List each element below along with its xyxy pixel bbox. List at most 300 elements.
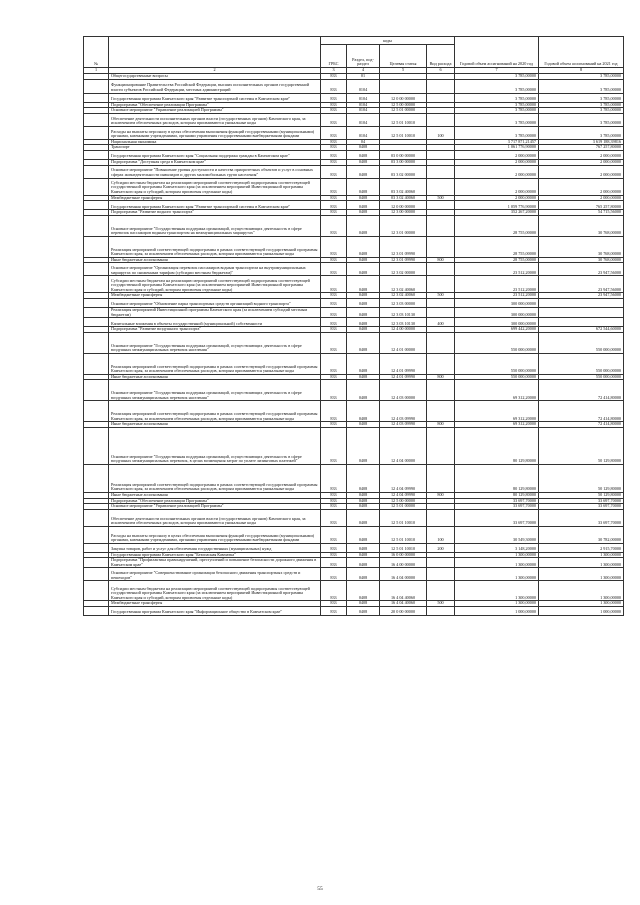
row-sum-2020-cell: 80 129,80000 xyxy=(455,464,539,492)
row-section-cell: 0408 xyxy=(347,401,380,422)
row-sum-2020-cell: 1 300,00000 xyxy=(455,581,539,601)
row-target-cell: 12 5 01 00000 xyxy=(380,108,427,114)
row-sum-2021-cell: 2 000,00000 xyxy=(539,159,624,165)
row-name-cell: Субсидии местным бюджетам на реализацию мероприятий соответствующей подпрограммы соответствующей государственной программы Камчатского края (за исключением мероприятий Инвестиционной программы Камчатского края и субсидий, которым присвоены отдельные коды) xyxy=(109,178,321,195)
row-type-cell xyxy=(427,215,455,236)
row-section-cell: 0104 xyxy=(347,79,380,93)
row-type-cell xyxy=(427,236,455,257)
row-name-cell: Государственная программа Камчатского края "Безопасная Камчатка" xyxy=(109,552,321,558)
header-name xyxy=(109,37,321,68)
row-section-cell: 0408 xyxy=(347,427,380,464)
row-type-cell: 400 xyxy=(427,318,455,327)
row-sum-2021-cell: 3 785,00000 xyxy=(539,79,624,93)
row-target-cell: 12 3 03 10130 xyxy=(380,318,427,327)
row-target-cell: 12 4 01 09990 xyxy=(380,374,427,380)
row-sum-2020-cell: 28 755,00000 xyxy=(455,236,539,257)
row-type-cell: 100 xyxy=(427,126,455,139)
row-section-cell: 0408 xyxy=(347,601,380,607)
row-target-cell: 12 3 02 40060 xyxy=(380,293,427,299)
row-section-cell: 0408 xyxy=(347,380,380,401)
header-row-group xyxy=(84,37,624,45)
row-name-cell: Подпрограмма "Обеспечение реализации Программы" xyxy=(109,102,321,108)
header-num-cell: 5 xyxy=(380,68,427,74)
row-name-cell: Подпрограмма "Развитие водного транспорта" xyxy=(109,210,321,216)
row-target-cell: 12 4 04 00000 xyxy=(380,427,427,464)
row-sum-2021-cell: 1 300,00000 xyxy=(539,558,624,568)
row-sum-2020-cell: 2 000,00000 xyxy=(455,195,539,201)
row-sum-2020-cell: 300 000,00000 xyxy=(455,318,539,327)
row-type-cell xyxy=(427,427,455,464)
row-section-cell: 0408 xyxy=(347,307,380,317)
row-number-cell xyxy=(84,178,109,195)
row-grbs-cell: 833 xyxy=(321,353,347,374)
header-num-cell: 6 xyxy=(427,68,455,74)
row-section-cell: 0408 xyxy=(347,293,380,299)
row-sum-2021-cell: 3 785,00000 xyxy=(539,126,624,139)
row-name-cell: Субсидии местным бюджетам на реализацию мероприятий соответствующей подпрограммы соответствующей государственной программы Камчатского края (за исключением мероприятий Инвестиционной программы Камчатского края и субсидий, которым присвоены отдельные коды) xyxy=(109,581,321,601)
row-grbs-cell: 833 xyxy=(321,102,347,108)
row-number-cell xyxy=(84,543,109,552)
row-grbs-cell: 833 xyxy=(321,318,347,327)
row-target-cell xyxy=(380,79,427,93)
row-grbs-cell: 833 xyxy=(321,201,347,210)
row-section-cell: 0408 xyxy=(347,178,380,195)
row-target-cell: 03 3 02 40060 xyxy=(380,195,427,201)
row-grbs-cell: 833 xyxy=(321,165,347,178)
row-number-cell xyxy=(84,236,109,257)
row-target-cell: 12 5 01 10010 xyxy=(380,509,427,526)
row-name-cell: Основное мероприятие "Совершенствование организации безопасного движения транспортных средств и пешеходов" xyxy=(109,568,321,581)
row-type-cell: 100 xyxy=(427,526,455,543)
row-sum-2020-cell: 3 717 871,21457 xyxy=(455,139,539,145)
row-grbs-cell: 833 xyxy=(321,509,347,526)
header-number: № xyxy=(84,37,109,68)
row-section-cell: 0104 xyxy=(347,126,380,139)
row-section-cell: 0408 xyxy=(347,422,380,428)
row-section-cell: 0408 xyxy=(347,276,380,293)
row-grbs-cell: 833 xyxy=(321,401,347,422)
row-section-cell: 0408 xyxy=(347,210,380,216)
row-grbs-cell: 833 xyxy=(321,236,347,257)
row-name-cell: Государственная программа Камчатского края "Социальная поддержка граждан в Камчатском крае" xyxy=(109,150,321,159)
row-sum-2021-cell: 1 300,00000 xyxy=(539,601,624,607)
row-name-cell: Государственная программа Камчатского края "Развитие транспортной системы в Камчатском крае" xyxy=(109,201,321,210)
row-sum-2020-cell: 3 785,00000 xyxy=(455,102,539,108)
row-grbs-cell: 833 xyxy=(321,526,347,543)
row-name-cell: Подпрограмма "Обеспечение реализации Программы" xyxy=(109,498,321,504)
row-grbs-cell: 833 xyxy=(321,307,347,317)
row-grbs-cell: 833 xyxy=(321,178,347,195)
row-sum-2020-cell: 23 512,20000 xyxy=(455,263,539,276)
row-section-cell: 0408 xyxy=(347,568,380,581)
row-section-cell: 0408 xyxy=(347,558,380,568)
header-type: Вид расхода xyxy=(427,45,455,68)
row-target-cell: 12 5 00 00000 xyxy=(380,498,427,504)
row-type-cell xyxy=(427,380,455,401)
row-type-cell xyxy=(427,581,455,601)
row-number-cell xyxy=(84,165,109,178)
row-target-cell: 16 4 00 00000 xyxy=(380,558,427,568)
row-type-cell: 800 xyxy=(427,374,455,380)
row-target-cell: 12 4 03 09990 xyxy=(380,401,427,422)
row-sum-2021-cell: 23 947,56000 xyxy=(539,293,624,299)
row-number-cell xyxy=(84,93,109,102)
page-number: 55 xyxy=(317,886,323,892)
row-type-cell xyxy=(427,150,455,159)
table-row xyxy=(84,298,624,307)
row-type-cell: 800 xyxy=(427,257,455,263)
row-number-cell xyxy=(84,464,109,492)
row-sum-2021-cell: 3 785,00000 xyxy=(539,113,624,126)
row-sum-2020-cell: 3 785,00000 xyxy=(455,108,539,114)
row-name-cell: Обеспечение деятельности исполнительных органов власти (государственных органов) Камчатского края, за исключением обеспеченных расходов, которым присваиваются уникальные коды xyxy=(109,113,321,126)
row-grbs-cell: 833 xyxy=(321,298,347,307)
row-section-cell: 0104 xyxy=(347,113,380,126)
row-target-cell: 03 3 00 00000 xyxy=(380,159,427,165)
row-sum-2021-cell: 72 414,80000 xyxy=(539,380,624,401)
row-sum-2020-cell: 352 267,20000 xyxy=(455,210,539,216)
row-number-cell xyxy=(84,113,109,126)
row-number-cell xyxy=(84,318,109,327)
row-grbs-cell: 833 xyxy=(321,504,347,510)
row-sum-2020-cell: 3 785,00000 xyxy=(455,93,539,102)
row-grbs-cell: 833 xyxy=(321,74,347,80)
row-number-cell xyxy=(84,263,109,276)
row-sum-2021-cell: 23 947,56000 xyxy=(539,263,624,276)
row-sum-2020-cell: 1 300,00000 xyxy=(455,552,539,558)
header-num-cell: 4 xyxy=(347,68,380,74)
row-sum-2020-cell: 69 312,20000 xyxy=(455,422,539,428)
row-sum-2020-cell: 300 000,00000 xyxy=(455,298,539,307)
row-name-cell: Государственная программа Камчатского края "Развитие транспортной системы в Камчатском крае" xyxy=(109,93,321,102)
row-section-cell: 0408 xyxy=(347,145,380,151)
row-name-cell: Реализация мероприятий соответствующей подпрограммы в рамках соответствующей государственной программы Камчатского края, за исключением обеспеченных расходов, которым присваиваются уникальные коды xyxy=(109,401,321,422)
row-type-cell: 500 xyxy=(427,195,455,201)
row-sum-2020-cell: 2 000,00000 xyxy=(455,150,539,159)
row-number-cell xyxy=(84,215,109,236)
row-name-cell: Основное мероприятие "Государственная поддержка организаций, осуществляющих деятельность в сфере перевозок пассажиров водным транспортом на межмуниципальных маршрутах" xyxy=(109,215,321,236)
row-sum-2020-cell: 3 148,20000 xyxy=(455,543,539,552)
row-sum-2021-cell: 2 000,00000 xyxy=(539,150,624,159)
row-target-cell: 12 4 03 09990 xyxy=(380,422,427,428)
row-target-cell: 12 4 01 00000 xyxy=(380,332,427,353)
row-number-cell xyxy=(84,558,109,568)
row-grbs-cell: 833 xyxy=(321,427,347,464)
row-sum-2021-cell: 1 300,00000 xyxy=(539,552,624,558)
header-num-cell: 1 xyxy=(84,68,109,74)
row-target-cell: 12 5 01 10010 xyxy=(380,543,427,552)
budget-table xyxy=(83,36,624,616)
row-target-cell: 12 5 01 10010 xyxy=(380,126,427,139)
table-row xyxy=(84,201,624,210)
header-sum-2021: Годовой объем ассигнований на 2021 год xyxy=(539,37,624,68)
row-type-cell: 500 xyxy=(427,601,455,607)
row-sum-2020-cell: 33 697,70000 xyxy=(455,504,539,510)
table-row xyxy=(84,165,624,178)
table-row xyxy=(84,79,624,93)
row-name-cell: Основное мероприятие "Обновление парка транспортных средств организаций водного транспорта" xyxy=(109,298,321,307)
row-sum-2021-cell: 1 300,00000 xyxy=(539,581,624,601)
row-section-cell: 0408 xyxy=(347,498,380,504)
row-number-cell xyxy=(84,201,109,210)
row-target-cell: 12 5 01 10010 xyxy=(380,526,427,543)
row-name-cell: Реализация мероприятий Инвестиционной программы Камчатского края (за исключением субсидий местным бюджетам) xyxy=(109,307,321,317)
row-type-cell xyxy=(427,401,455,422)
header-num-cell: 8 xyxy=(539,68,624,74)
row-target-cell: 16 4 04 00000 xyxy=(380,568,427,581)
row-grbs-cell: 833 xyxy=(321,327,347,333)
row-grbs-cell: 833 xyxy=(321,568,347,581)
row-name-cell: Капитальные вложения в объекты государственной (муниципальной) собственности xyxy=(109,318,321,327)
row-target-cell: 12 0 00 00000 xyxy=(380,201,427,210)
table-row xyxy=(84,263,624,276)
row-grbs-cell: 833 xyxy=(321,607,347,616)
row-target-cell: 12 4 04 09990 xyxy=(380,464,427,492)
row-name-cell: Иные бюджетные ассигнования xyxy=(109,492,321,498)
row-number-cell xyxy=(84,401,109,422)
row-sum-2021-cell: 30 782,00000 xyxy=(539,526,624,543)
row-sum-2021-cell: 3 785,00000 xyxy=(539,102,624,108)
table-row xyxy=(84,276,624,293)
row-number-cell xyxy=(84,150,109,159)
row-section-cell: 0408 xyxy=(347,581,380,601)
row-sum-2020-cell: 80 129,80000 xyxy=(455,492,539,498)
table-row xyxy=(84,215,624,236)
table-row xyxy=(84,607,624,616)
row-type-cell xyxy=(427,509,455,526)
row-name-cell: Реализация мероприятий соответствующей подпрограммы в рамках соответствующей государственной программы Камчатского края, за исключением обеспеченных расходов, которым присваиваются уникальные коды xyxy=(109,236,321,257)
row-target-cell: 12 5 01 00000 xyxy=(380,504,427,510)
row-sum-2021-cell: 1 000,00000 xyxy=(539,607,624,616)
row-sum-2021-cell: 33 697,70000 xyxy=(539,504,624,510)
row-sum-2020-cell: 699 442,20000 xyxy=(455,327,539,333)
row-name-cell: Основное мероприятие "Организация перевозок пассажиров водным транспортом на внутримуниципальных маршрутах по сниженным тарифам (субсидии местным бюджетам)" xyxy=(109,263,321,276)
row-sum-2020-cell: 1 061 776,90000 xyxy=(455,145,539,151)
row-sum-2020-cell: 1 300,00000 xyxy=(455,601,539,607)
row-sum-2021-cell: 2 000,00000 xyxy=(539,178,624,195)
row-name-cell: Расходы на выплаты персоналу в целях обеспечения выполнения функций государственными (муниципальными) органами, казенными учреждениями, органами управления государственными внебюджетными фондами xyxy=(109,126,321,139)
row-target-cell: 12 3 01 09990 xyxy=(380,236,427,257)
table-row xyxy=(84,113,624,126)
row-sum-2020-cell: 1 300,00000 xyxy=(455,558,539,568)
row-number-cell xyxy=(84,380,109,401)
row-section-cell: 0408 xyxy=(347,318,380,327)
row-sum-2020-cell: 33 697,70000 xyxy=(455,509,539,526)
row-target-cell: 16 4 04 40060 xyxy=(380,601,427,607)
table-row xyxy=(84,236,624,257)
row-target-cell: 12 4 03 00000 xyxy=(380,380,427,401)
row-sum-2021-cell: 33 697,70000 xyxy=(539,509,624,526)
row-sum-2021-cell xyxy=(539,298,624,307)
row-sum-2020-cell: 1 300,00000 xyxy=(455,568,539,581)
row-target-cell: 12 3 02 00000 xyxy=(380,263,427,276)
row-type-cell: 800 xyxy=(427,422,455,428)
row-section-cell: 01 xyxy=(347,74,380,80)
row-grbs-cell: 833 xyxy=(321,581,347,601)
row-name-cell: Субсидии местным бюджетам на реализацию мероприятий соответствующей подпрограммы соответствующей государственной программы Камчатского края (за исключением мероприятий Инвестиционной программы Камчатского края и субсидий, которым присвоены отдельные коды) xyxy=(109,276,321,293)
row-number-cell xyxy=(84,298,109,307)
row-section-cell: 0408 xyxy=(347,504,380,510)
row-target-cell: 03 0 00 00000 xyxy=(380,150,427,159)
row-target-cell: 12 4 01 09990 xyxy=(380,353,427,374)
row-grbs-cell: 833 xyxy=(321,263,347,276)
header-sum-2020: Годовой объем ассигнований на 2020 год xyxy=(455,37,539,68)
row-grbs-cell: 833 xyxy=(321,464,347,492)
row-target-cell: 12 3 02 40060 xyxy=(380,276,427,293)
row-sum-2021-cell: 1 300,00000 xyxy=(539,568,624,581)
row-section-cell: 04 xyxy=(347,139,380,145)
row-grbs-cell: 833 xyxy=(321,93,347,102)
row-number-cell xyxy=(84,581,109,601)
table-row xyxy=(84,150,624,159)
row-target-cell: 12 4 04 09990 xyxy=(380,492,427,498)
row-sum-2020-cell: 3 785,00000 xyxy=(455,113,539,126)
row-sum-2020-cell: 28 755,00000 xyxy=(455,215,539,236)
row-sum-2020-cell: 3 785,00000 xyxy=(455,79,539,93)
table-row xyxy=(84,307,624,317)
row-section-cell: 0104 xyxy=(347,93,380,102)
row-grbs-cell: 833 xyxy=(321,374,347,380)
row-name-cell: Подпрограмма "Доступная среда в Камчатском крае" xyxy=(109,159,321,165)
row-type-cell xyxy=(427,353,455,374)
row-sum-2021-cell: 550 000,00000 xyxy=(539,353,624,374)
row-grbs-cell: 833 xyxy=(321,210,347,216)
row-grbs-cell: 833 xyxy=(321,543,347,552)
row-sum-2021-cell: 765 257,80000 xyxy=(539,201,624,210)
row-section-cell: 0408 xyxy=(347,543,380,552)
row-sum-2021-cell: 54 715,56000 xyxy=(539,210,624,216)
row-target-cell: 16 0 00 00000 xyxy=(380,552,427,558)
row-sum-2021-cell: 3 785,00000 xyxy=(539,108,624,114)
row-name-cell: Иные бюджетные ассигнования xyxy=(109,257,321,263)
row-section-cell: 0408 xyxy=(347,298,380,307)
row-grbs-cell: 833 xyxy=(321,558,347,568)
header-num-cell: 2 xyxy=(109,68,321,74)
row-sum-2020-cell: 1 000,00000 xyxy=(455,607,539,616)
row-sum-2020-cell: 23 512,20000 xyxy=(455,276,539,293)
table-row xyxy=(84,380,624,401)
row-name-cell: Функционирование Правительства Российской Федерации, высших исполнительных органов государственной власти субъектов Российской Федерации, местных администраций xyxy=(109,79,321,93)
table-row xyxy=(84,526,624,543)
row-name-cell: Национальная экономика xyxy=(109,139,321,145)
row-number-cell xyxy=(84,526,109,543)
row-number-cell xyxy=(84,307,109,317)
row-name-cell: Государственная программа Камчатского края "Информационное общество в Камчатском крае" xyxy=(109,607,321,616)
row-number-cell xyxy=(84,607,109,616)
row-sum-2021-cell: 30 768,00000 xyxy=(539,257,624,263)
table-body xyxy=(84,74,624,616)
row-type-cell xyxy=(427,607,455,616)
table-row xyxy=(84,126,624,139)
row-name-cell: Иные бюджетные ассигнования xyxy=(109,374,321,380)
row-type-cell xyxy=(427,178,455,195)
row-section-cell: 0408 xyxy=(347,327,380,333)
row-grbs-cell: 833 xyxy=(321,150,347,159)
row-type-cell xyxy=(427,307,455,317)
row-target-cell: 12 3 03 10130 xyxy=(380,307,427,317)
row-sum-2021-cell: 30 768,00000 xyxy=(539,236,624,257)
row-section-cell: 0408 xyxy=(347,195,380,201)
row-name-cell: Закупка товаров, работ и услуг для обеспечения государственных (муниципальных) нужд xyxy=(109,543,321,552)
table-row xyxy=(84,401,624,422)
row-type-cell xyxy=(427,263,455,276)
row-grbs-cell: 833 xyxy=(321,215,347,236)
row-target-cell: 12 3 03 00000 xyxy=(380,298,427,307)
header-section: Раздел, под-раздел xyxy=(347,45,380,68)
row-sum-2021-cell: 23 947,56000 xyxy=(539,276,624,293)
row-sum-2021-cell: 33 697,70000 xyxy=(539,498,624,504)
row-target-cell: 12 5 01 10010 xyxy=(380,113,427,126)
row-sum-2020-cell: 3 785,00000 xyxy=(455,126,539,139)
row-name-cell: Реализация мероприятий соответствующей подпрограммы в рамках соответствующей государственной программы Камчатского края, за исключением обеспеченных расходов, которым присваиваются уникальные коды xyxy=(109,353,321,374)
row-grbs-cell: 833 xyxy=(321,332,347,353)
table-row xyxy=(84,93,624,102)
row-grbs-cell: 833 xyxy=(321,293,347,299)
row-section-cell: 0408 xyxy=(347,201,380,210)
header-num-cell: 7 xyxy=(455,68,539,74)
row-sum-2021-cell: 2 000,00000 xyxy=(539,195,624,201)
row-grbs-cell: 833 xyxy=(321,108,347,114)
row-name-cell: Подпрограмма "Профилактика правонарушений, преступлений и повышение безопасности дорожного движения в Камчатском крае" xyxy=(109,558,321,568)
row-target-cell: 12 3 00 00000 xyxy=(380,210,427,216)
row-sum-2020-cell: 2 000,00000 xyxy=(455,178,539,195)
row-sum-2020-cell: 3 785,00000 xyxy=(455,74,539,80)
row-name-cell: Основное мероприятие "Государственная поддержка организаций, осуществляющих деятельность в сфере воздушных межмуниципальных перевозок, в целях возмещения затрат по уплате лизинговых платежей" xyxy=(109,427,321,464)
row-section-cell: 0408 xyxy=(347,492,380,498)
row-name-cell: Обеспечение деятельности исполнительных органов власти (государственных органов) Камчатского края, за исключением обеспеченных расходов, которым присваиваются уникальные коды xyxy=(109,509,321,526)
row-type-cell xyxy=(427,165,455,178)
row-sum-2020-cell: 300 000,00000 xyxy=(455,307,539,317)
row-name-cell: Расходы на выплаты персоналу в целях обеспечения выполнения функций государственными (муниципальными) органами, казенными учреждениями, органами управления государственными внебюджетными фондами xyxy=(109,526,321,543)
row-target-cell: 12 5 00 00000 xyxy=(380,102,427,108)
row-sum-2020-cell: 550 000,00000 xyxy=(455,332,539,353)
row-section-cell: 0408 xyxy=(347,263,380,276)
row-section-cell: 0408 xyxy=(347,607,380,616)
row-number-cell xyxy=(84,427,109,464)
row-section-cell: 0408 xyxy=(347,332,380,353)
row-name-cell: Общегосударственные вопросы xyxy=(109,74,321,80)
row-name-cell: Межбюджетные трансферты xyxy=(109,293,321,299)
row-sum-2021-cell: 50 129,80000 xyxy=(539,427,624,464)
row-sum-2020-cell: 33 697,70000 xyxy=(455,498,539,504)
row-grbs-cell: 833 xyxy=(321,498,347,504)
row-sum-2020-cell: 23 512,20000 xyxy=(455,293,539,299)
row-sum-2021-cell: 3 619 188,39816 xyxy=(539,139,624,145)
row-name-cell: Основное мероприятие "Государственная поддержка организаций, осуществляющих деятельность в сфере воздушных межмуниципальных перевозок населения" xyxy=(109,332,321,353)
row-sum-2020-cell: 69 312,20000 xyxy=(455,380,539,401)
row-number-cell xyxy=(84,126,109,139)
row-sum-2020-cell: 2 000,00000 xyxy=(455,159,539,165)
row-type-cell xyxy=(427,79,455,93)
table-row xyxy=(84,318,624,327)
row-number-cell xyxy=(84,332,109,353)
row-sum-2021-cell: 672 544,60000 xyxy=(539,327,624,333)
row-sum-2020-cell: 28 755,00000 xyxy=(455,257,539,263)
row-section-cell: 0408 xyxy=(347,353,380,374)
row-type-cell: 500 xyxy=(427,293,455,299)
row-target-cell: 12 0 00 00000 xyxy=(380,93,427,102)
row-sum-2020-cell: 550 000,00000 xyxy=(455,353,539,374)
row-grbs-cell: 833 xyxy=(321,159,347,165)
row-sum-2021-cell: 3 785,00000 xyxy=(539,74,624,80)
row-grbs-cell: 833 xyxy=(321,79,347,93)
row-sum-2021-cell: 50 129,80000 xyxy=(539,492,624,498)
row-target-cell: 03 3 02 00000 xyxy=(380,165,427,178)
row-sum-2021-cell: 72 414,80000 xyxy=(539,401,624,422)
row-sum-2021-cell: 550 000,00000 xyxy=(539,374,624,380)
row-section-cell: 0408 xyxy=(347,257,380,263)
row-name-cell: Основное мероприятие "Государственная поддержка организаций, осуществляющих деятельность в сфере воздушных межмуниципальных перевозок населения" xyxy=(109,380,321,401)
